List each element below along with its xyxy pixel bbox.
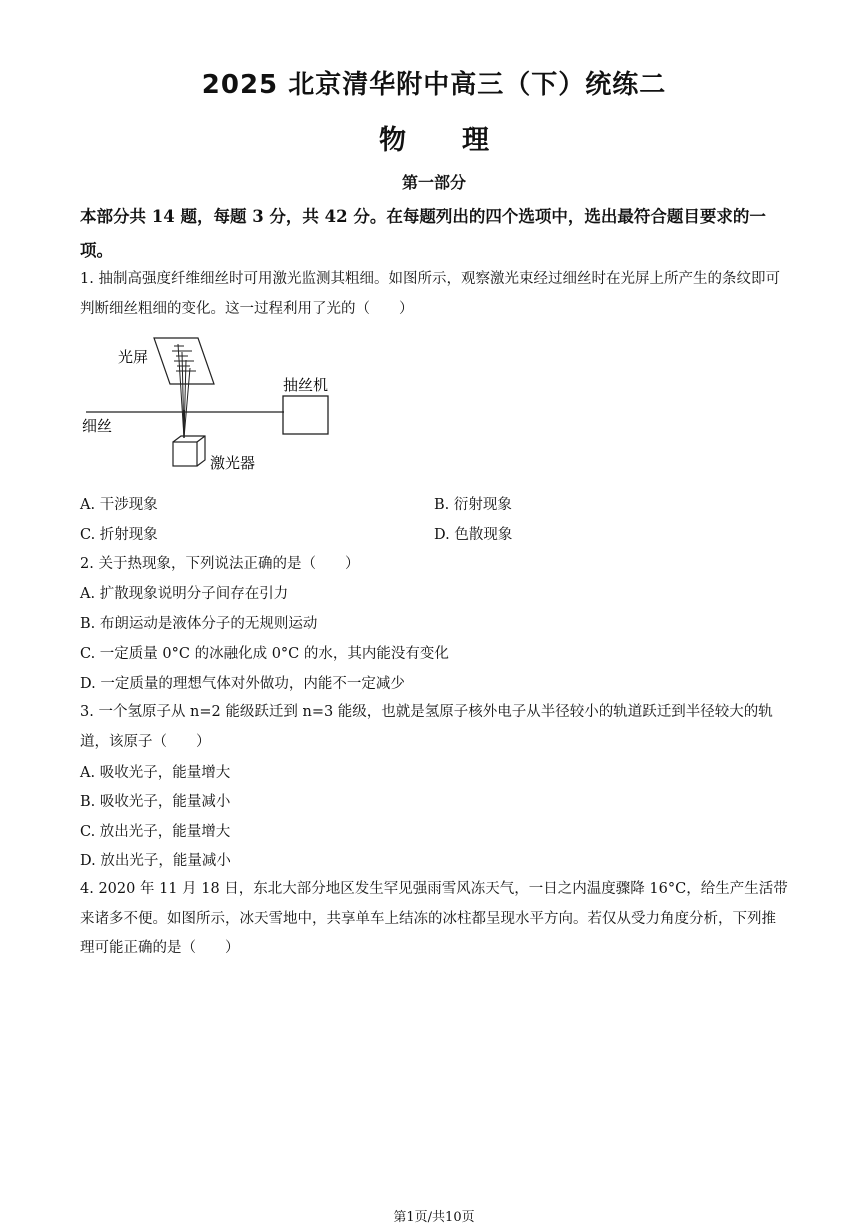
q1-option-b: B. 衍射现象 bbox=[434, 497, 512, 513]
laser-cube bbox=[173, 442, 197, 466]
q3-option-c: C. 放出光子，能量增大 bbox=[80, 824, 231, 840]
laser-cube-edge bbox=[173, 436, 205, 466]
q3-option-a: A. 吸收光子，能量增大 bbox=[80, 765, 231, 781]
part-heading: 第一部分 bbox=[401, 173, 466, 192]
q3-option-d: D. 放出光子，能量减小 bbox=[80, 853, 231, 869]
question-1-figure bbox=[80, 330, 380, 480]
q1-option-a: A. 干涉现象 bbox=[80, 497, 158, 513]
label-fiber: 细丝 bbox=[82, 417, 113, 435]
laser-cube-edge bbox=[197, 436, 205, 442]
question-2-stem: 2. 关于热现象，下列说法正确的是（ ） bbox=[80, 556, 360, 572]
exam-title: 2025 北京清华附中高三（下）统练二 bbox=[201, 70, 667, 100]
part-instruction: 本部分共 14 题，每题 3 分，共 42 分。在每题列出的四个选项中，选出最符合题目要求的一项。 bbox=[80, 207, 766, 260]
q2-option-a: A. 扩散现象说明分子间存在引力 bbox=[80, 586, 289, 602]
question-3-stem: 3. 一个氢原子从 n=2 能级跃迁到 n=3 能级，也就是氢原子核外电子从半径较小的轨道跃迁到半径较大的轨道，该原子（ ） bbox=[80, 704, 773, 750]
q1-option-c: C. 折射现象 bbox=[80, 527, 158, 543]
label-laser: 激光器 bbox=[210, 454, 256, 472]
q2-option-d: D. 一定质量的理想气体对外做功，内能不一定减少 bbox=[80, 676, 405, 692]
label-drawer: 抽丝机 bbox=[283, 376, 329, 394]
label-screen: 光屏 bbox=[118, 348, 149, 366]
page-number: 第1页/共10页 bbox=[393, 1210, 475, 1225]
question-1-stem: 1. 抽制高强度纤维细丝时可用激光监测其粗细。如图所示，观察激光束经过细丝时在光屏上所产生的条纹即可判断细丝粗细的变化。这一过程利用了光的（ ） bbox=[80, 271, 780, 317]
q3-option-b: B. 吸收光子，能量减小 bbox=[80, 794, 231, 810]
q1-option-d: D. 色散现象 bbox=[434, 527, 513, 543]
q2-option-b: B. 布朗运动是液体分子的无规则运动 bbox=[80, 616, 318, 632]
q2-option-c: C. 一定质量 0°C 的冰融化成 0°C 的水，其内能没有变化 bbox=[80, 646, 449, 662]
question-4-stem: 4. 2020 年 11 月 18 日，东北大部分地区发生罕见强雨雪风冻天气，一日之内温度骤降 16°C，给生产生活带来诸多不便。如图所示，冰天雪地中，共享单车上结冻的冰柱都呈现水平方向。若仅从受力角度分析，下列推理可能正确的是（ ） bbox=[80, 881, 788, 956]
drawing-machine-box bbox=[283, 396, 328, 434]
subject-title: 物理 bbox=[379, 125, 545, 156]
